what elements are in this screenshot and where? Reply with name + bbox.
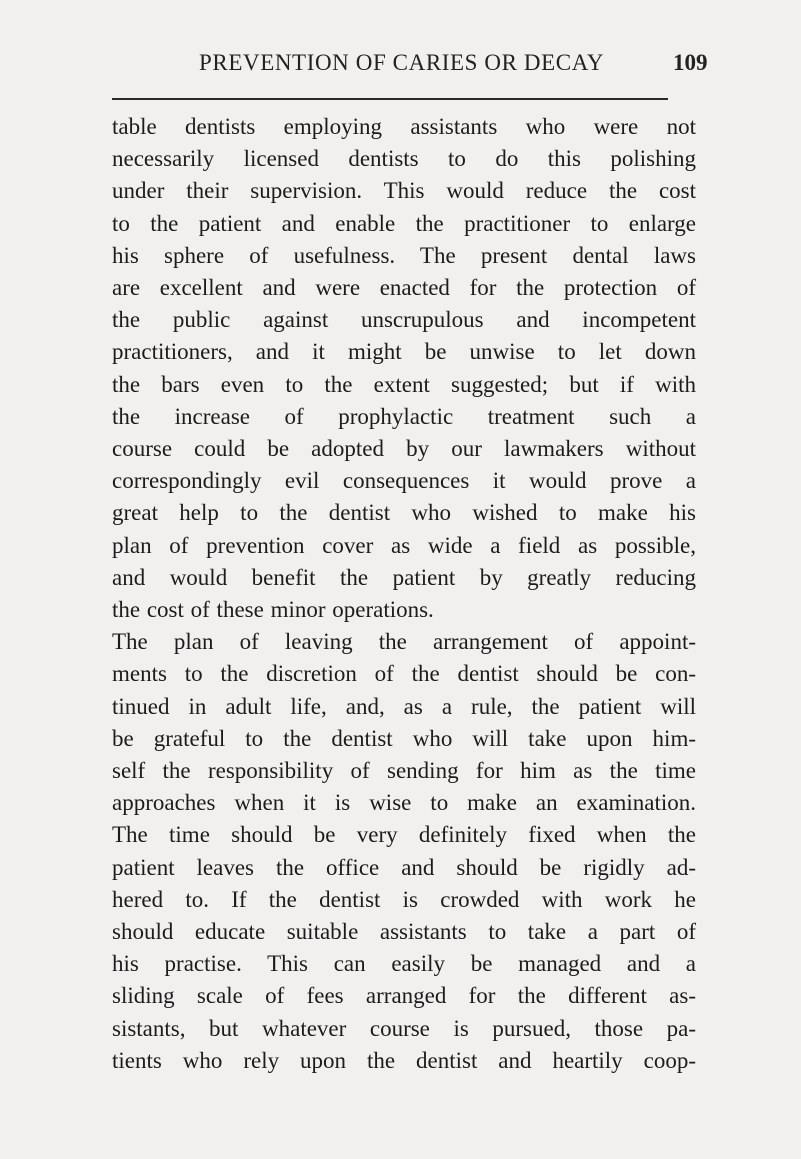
text-line: great help to the dentist who wished to make his bbox=[112, 500, 696, 526]
text-line: his sphere of usefulness. The present dental laws bbox=[112, 242, 696, 268]
text-line: necessarily licensed dentists to do this polishing bbox=[112, 146, 696, 172]
text-line: hered to. If the dentist is crowded with work he bbox=[112, 886, 696, 912]
text-line: The time should be very definitely fixed when the bbox=[112, 822, 696, 848]
text-line: The plan of leaving the arrangement of appoint- bbox=[112, 629, 696, 655]
text-line: tients who rely upon the dentist and heartily coop- bbox=[112, 1047, 696, 1073]
text-line: the bars even to the extent suggested; but if with bbox=[112, 371, 696, 397]
text-line: under their supervision. This would reduce the cost bbox=[112, 178, 696, 204]
text-line: ments to the discretion of the dentist should be con- bbox=[112, 661, 696, 687]
text-line: patient leaves the office and should be rigidly ad- bbox=[112, 854, 696, 880]
text-line: are excellent and were enacted for the protection of bbox=[112, 275, 696, 301]
text-line: plan of prevention cover as wide a field as possible, bbox=[112, 532, 696, 558]
text-line: sliding scale of fees arranged for the different as- bbox=[112, 983, 696, 1009]
body-text bbox=[112, 111, 696, 1077]
text-line: the cost of these minor operations. bbox=[112, 597, 434, 623]
text-line: correspondingly evil consequences it would prove a bbox=[112, 468, 696, 494]
text-line: his practise. This can easily be managed and a bbox=[112, 951, 696, 977]
text-line: and would benefit the patient by greatly reducing bbox=[112, 564, 696, 590]
running-header bbox=[0, 50, 801, 80]
text-line: tinued in adult life, and, as a rule, the patient will bbox=[112, 693, 696, 719]
text-line: practitioners, and it might be unwise to let down bbox=[112, 339, 696, 365]
text-line: should educate suitable assistants to take a part of bbox=[112, 919, 696, 945]
running-title: PREVENTION OF CARIES OR DECAY bbox=[199, 50, 605, 75]
header-rule bbox=[112, 98, 668, 100]
text-line: be grateful to the dentist who will take upon him- bbox=[112, 725, 696, 751]
text-line: approaches when it is wise to make an examination. bbox=[112, 790, 696, 816]
text-line: self the responsibility of sending for him as the time bbox=[112, 758, 696, 784]
page-number: 109 bbox=[673, 50, 708, 75]
text-line: sistants, but whatever course is pursued, those pa- bbox=[112, 1015, 696, 1041]
text-line: the public against unscrupulous and incompetent bbox=[112, 307, 696, 333]
text-line: table dentists employing assistants who were not bbox=[112, 114, 696, 139]
text-line: the increase of prophylactic treatment such a bbox=[112, 403, 696, 429]
text-line: to the patient and enable the practitioner to enlarge bbox=[112, 210, 696, 236]
text-line: course could be adopted by our lawmakers without bbox=[112, 436, 696, 462]
